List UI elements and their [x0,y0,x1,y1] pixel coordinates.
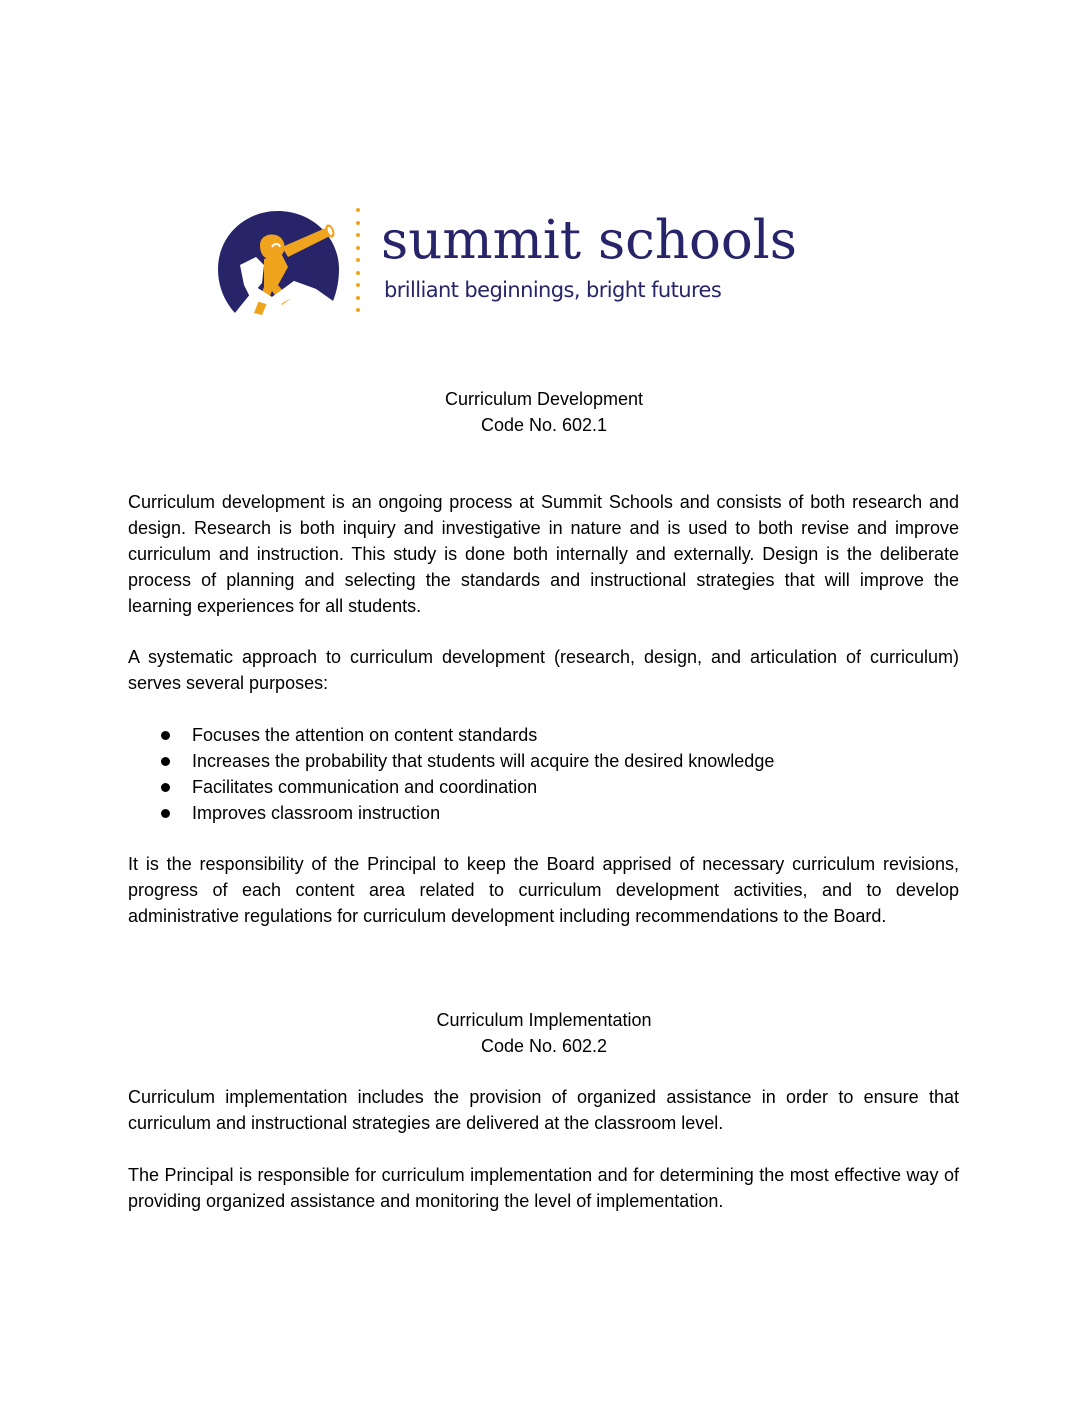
purposes-list [128,722,959,826]
paragraph: Curriculum implementation includes the provision of organized assistance in order to ensure that curriculum and instructional strategies are delivered at the classroom level. [128,1087,959,1133]
section-code: Code No. 602.2 [480,1036,608,1056]
paragraph: A systematic approach to curriculum development (research, design, and articulation of curriculum) serves several purposes: [128,647,959,693]
summit-schools-logo [216,205,876,325]
bullet-icon [161,731,170,740]
list-item-text: Improves classroom instruction [192,803,441,823]
telescope-child-emblem-icon [216,205,341,320]
paragraph: The Principal is responsible for curriculum implementation and for determining the most effective way of providing organized assistance and monitoring the level of implementation. [128,1165,959,1211]
list-item-text: Facilitates communication and coordination [192,777,538,797]
list-item [128,722,959,748]
list-item [128,748,959,774]
logo-wordmark: summit schools [381,210,797,271]
section-title: Curriculum Development [444,389,644,409]
section-code: Code No. 602.1 [480,415,608,435]
paragraph: It is the responsibility of the Principal to keep the Board apprised of necessary curriculum revisions, progress of each content area related to curriculum development activities, and to develop administrative regulations for curriculum development including recommendations to the Board. [128,854,959,926]
bullet-icon [161,809,170,818]
logo-tagline: brilliant beginnings, bright futures [384,278,722,302]
bullet-icon [161,783,170,792]
paragraph: Curriculum development is an ongoing process at Summit Schools and consists of both research and design. Research is both inquiry and investigative in nature and is used to both revise and improve curriculum and instruction. This study is done both internally and externally. Design is the deliberate process of planning and selecting the standards and instructional strategies that will improve the learning experiences for all students. [128,492,959,616]
list-item-text: Increases the probability that students will acquire the desired knowledge [192,751,775,771]
list-item [128,774,959,800]
list-item-text: Focuses the attention on content standards [192,725,538,745]
list-item [128,800,959,826]
bullet-icon [161,757,170,766]
section-title: Curriculum Implementation [436,1010,652,1030]
logo-dotted-divider [355,208,361,324]
